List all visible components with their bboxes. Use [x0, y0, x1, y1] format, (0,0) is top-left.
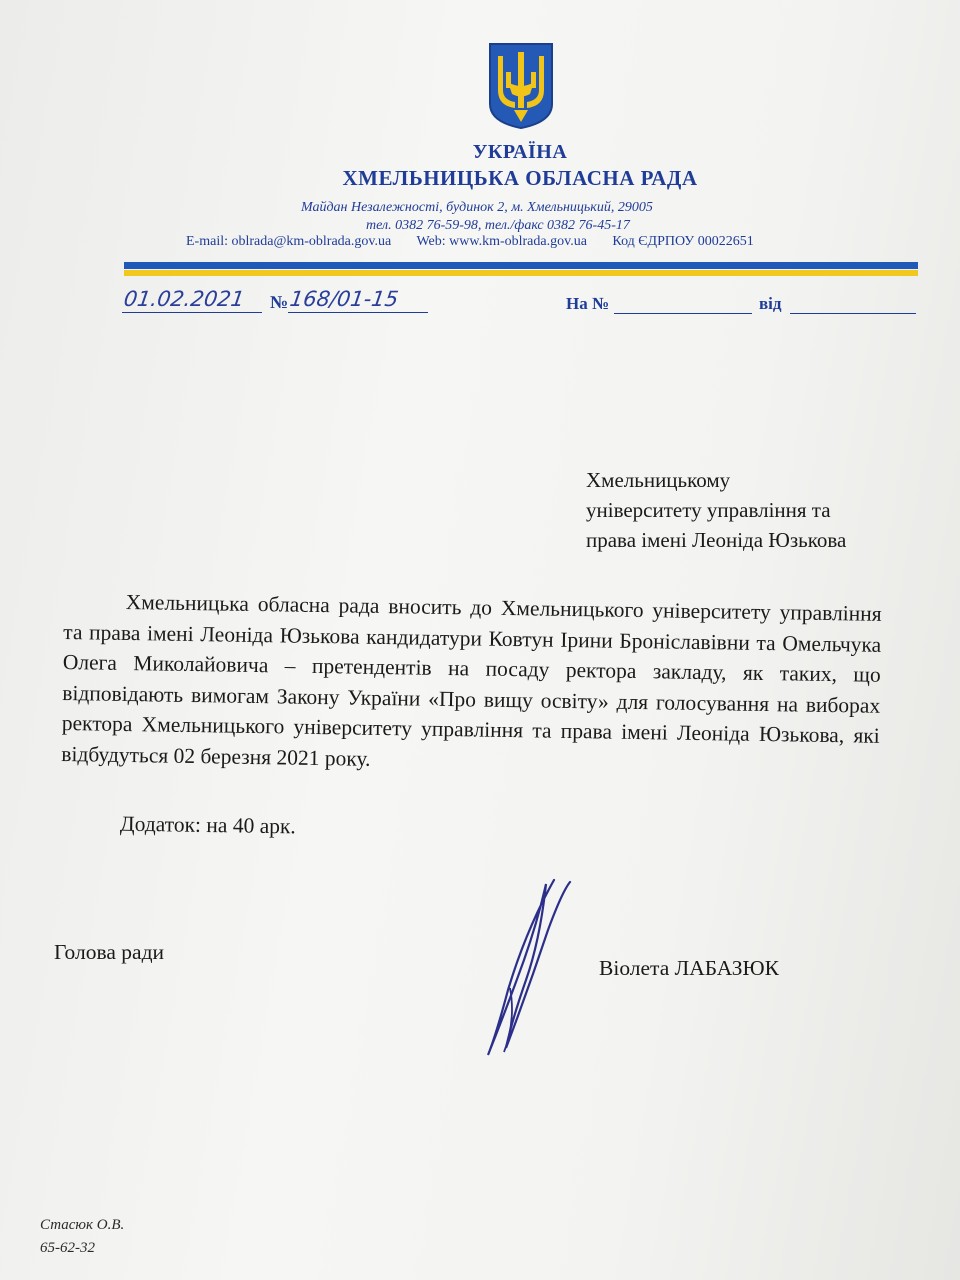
executor-phone: 65-62-32 [40, 1240, 95, 1256]
signatory-name: Віолета ЛАБАЗЮК [599, 956, 779, 980]
web-text: Web: www.km-oblrada.gov.ua [416, 234, 587, 249]
country-heading: УКРАЇНА [472, 141, 568, 163]
email-text: E-mail: oblrada@km-oblrada.gov.ua [186, 234, 392, 249]
in-reply-label: На № [566, 294, 610, 313]
outgoing-date: 01.02.2021 [122, 287, 246, 311]
addressee-line-2: університету управління та [586, 498, 831, 522]
executor-name: Стасюк О.В. [40, 1217, 125, 1233]
addressee-line-1: Хмельницькому [586, 468, 731, 492]
handwritten-signature [466, 870, 586, 1060]
in-reply-blank [614, 313, 752, 314]
postal-address: Майдан Незалежності, будинок 2, м. Хмельницький, 29005 [301, 200, 653, 215]
council-heading: ХМЕЛЬНИЦЬКА ОБЛАСНА РАДА [342, 166, 698, 190]
ukraine-trident-emblem [488, 42, 554, 130]
number-underline [288, 312, 428, 313]
from-blank [790, 313, 916, 314]
phone-line: тел. 0382 76-59-98, тел./факс 0382 76-45-17 [366, 218, 630, 233]
signatory-role: Голова ради [54, 940, 165, 964]
body-paragraph: Хмельницька обласна рада вносить до Хмельницького університету управління та права імені Леоніда Юзькова кандидатури Ковтун Ірини Броніславівни та Омельчука Олега Миколайовича – претендентів на посаду ректора закладу, як таких, що відповідають вимогам Закону України «Про вищу освіту» для голосування на виборах ректора Хмельницького університету управління та права імені Леоніда Юзькова, які відбудуться 02 березня 2021 року. [61, 589, 882, 771]
number-label: № [270, 292, 289, 312]
outgoing-number: 168/01-15 [288, 287, 400, 311]
from-label: від [759, 294, 782, 313]
date-underline [122, 312, 262, 313]
addressee-line-3: права імені Леоніда Юзькова [586, 528, 847, 552]
contacts-line [186, 234, 776, 250]
flag-stripe-blue [124, 262, 918, 269]
letter-body [61, 586, 882, 782]
flag-stripe-yellow [124, 270, 918, 276]
edrpou-text: Код ЄДРПОУ 00022651 [612, 234, 754, 249]
annex-note: Додаток: на 40 арк. [119, 811, 296, 839]
